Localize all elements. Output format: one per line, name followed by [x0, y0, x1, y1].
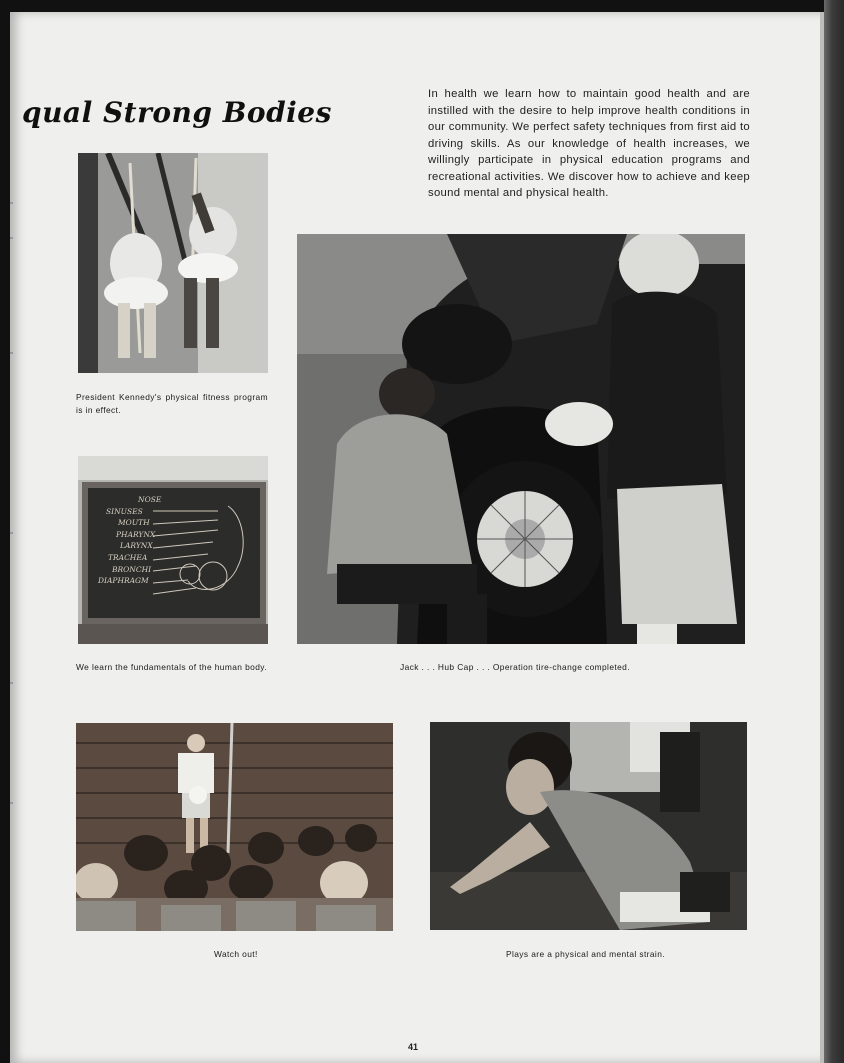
blackboard-text: [98, 494, 178, 587]
board-label-diaphragm: DIAPHRAGM: [98, 576, 149, 586]
play-caption: Plays are a physical and mental strain.: [506, 949, 665, 959]
board-label-larynx: LARYNX: [120, 541, 153, 551]
board-label-sinuses: SINUSES: [106, 506, 143, 516]
board-label-pharynx: PHARYNX: [116, 529, 156, 539]
gym-class-photo: [76, 723, 393, 931]
margin-mark: [10, 682, 13, 684]
margin-mark: [10, 802, 13, 804]
tire-change-caption: Jack . . . Hub Cap . . . Operation tire-change completed.: [400, 662, 630, 672]
board-label-mouth: MOUTH: [118, 518, 150, 528]
rope-climb-caption: President Kennedy's physical fitness program is in effect.: [76, 392, 268, 415]
board-label-trachea: TRACHEA: [108, 552, 148, 562]
play-photo: [430, 722, 747, 930]
board-label-bronchi: BRONCHI: [112, 564, 152, 574]
page-title: qual Strong Bodies: [22, 96, 332, 129]
blackboard-caption: We learn the fundamentals of the human body.: [76, 662, 267, 672]
margin-mark: [10, 352, 13, 354]
intro-paragraph: In health we learn how to maintain good health and are instilled with the desire to help improve health conditions in our community. We perfect safety techniques from first aid to driving skills. As our knowledge of health increases, we willingly participate in physical education programs and recreational activities. We discover how to achieve and keep sound mental and physical health.: [428, 88, 750, 199]
margin-mark: [10, 202, 13, 204]
book-binding: [824, 0, 844, 1063]
board-label-nose: NOSE: [138, 495, 162, 504]
yearbook-page: [10, 12, 824, 1063]
gym-class-caption: Watch out!: [214, 949, 258, 959]
margin-mark: [10, 237, 13, 239]
page-number: 41: [408, 1042, 419, 1052]
rope-climb-photo: [78, 153, 268, 373]
tire-change-photo: [297, 234, 745, 644]
margin-mark: [10, 532, 13, 534]
